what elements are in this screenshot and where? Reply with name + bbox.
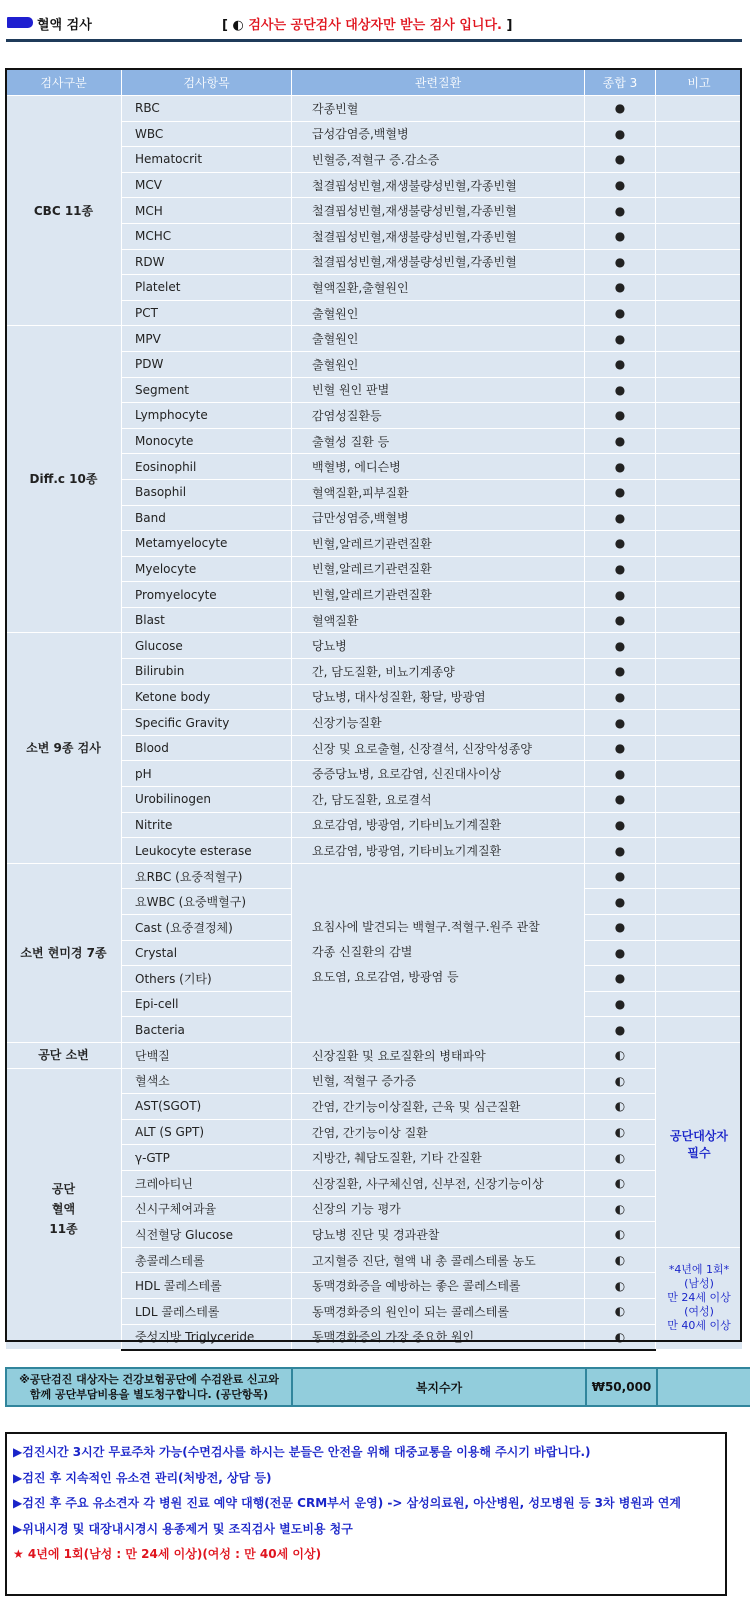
disease-line: 각종 신질환의 감별 [312, 945, 413, 960]
item-cell: Promyelocyte [122, 582, 292, 608]
remark-cell [656, 966, 743, 992]
info-box [5, 1432, 727, 1596]
full-circle-icon: ● [585, 479, 656, 505]
remark-cell [656, 582, 743, 608]
item-cell: Basophil [122, 479, 292, 505]
remark-cell [656, 326, 743, 352]
item-cell: MCH [122, 198, 292, 224]
item-cell: Hematocrit [122, 147, 292, 173]
item-cell: Band [122, 505, 292, 531]
info-line-reservation: ▶검진 후 주요 유소견자 각 병원 진료 예약 대행(전문 CRM부서 운영) -> 삼성의료원, 아산병원, 성모병원 등 3차 병원과 연계 [13, 1496, 681, 1510]
column-header: 검사항목 [122, 69, 292, 96]
item-cell: 크레아티닌 [122, 1170, 292, 1196]
category-cell: 공단 소변 [6, 1042, 122, 1068]
disease-cell: 급만성염증,백혈병 [292, 505, 585, 531]
exam-table [5, 68, 743, 1351]
full-circle-icon: ● [585, 966, 656, 992]
full-circle-icon: ● [585, 915, 656, 941]
item-cell: RBC [122, 96, 292, 122]
table-row [6, 1068, 743, 1094]
disease-cell: 당뇨병 진단 및 경과관찰 [292, 1222, 585, 1248]
remark-cell [656, 249, 743, 275]
disease-cell: 혈액질환,출혈원인 [292, 275, 585, 301]
half-circle-icon: ◐ [585, 1222, 656, 1248]
half-circle-icon: ◐ [585, 1247, 656, 1273]
remark-cell [656, 607, 743, 633]
remark-cell [656, 889, 743, 915]
disease-cell: 빈혈,알레르기관련질환 [292, 531, 585, 557]
item-cell: Others (기타) [122, 966, 292, 992]
remark-cell [656, 991, 743, 1017]
disease-cell: 급성감염증,백혈병 [292, 121, 585, 147]
info-line-endoscopy: ▶위내시경 및 대장내시경시 용종제거 및 조직검사 별도비용 청구 [13, 1521, 353, 1536]
half-circle-icon: ◐ [585, 1196, 656, 1222]
remark-cell [656, 428, 743, 454]
full-circle-icon: ● [585, 838, 656, 864]
item-cell: HDL 콜레스테롤 [122, 1273, 292, 1299]
full-circle-icon: ● [585, 377, 656, 403]
full-circle-icon: ● [585, 735, 656, 761]
page-title: 혈액 검사 [37, 18, 92, 33]
remark-cell [656, 761, 743, 787]
disease-cell: 간, 담도질환, 비뇨기계종양 [292, 659, 585, 685]
item-cell: MCV [122, 172, 292, 198]
disease-cell: 각종빈혈 [292, 96, 585, 122]
column-header: 비고 [656, 69, 743, 96]
fee-note-line: ※공단검진 대상자는 건강보험공단에 수검완료 신고와 [19, 1373, 279, 1386]
full-circle-icon: ● [585, 812, 656, 838]
disease-cell: 당뇨병, 대사성질환, 황달, 방광염 [292, 684, 585, 710]
half-circle-icon: ◐ [585, 1119, 656, 1145]
notice-close: ] [501, 18, 513, 33]
fee-note-line: 함께 공단부담비용을 별도청구합니다. (공단항목) [29, 1388, 269, 1401]
disease-merged-cell [292, 863, 585, 1042]
disease-cell: 철결핍성빈혈,재생불량성빈혈,각종빈혈 [292, 223, 585, 249]
item-cell: Bilirubin [122, 659, 292, 685]
full-circle-icon: ● [585, 659, 656, 685]
remark-line: (남성) [684, 1277, 714, 1291]
disease-cell: 빈혈 원인 판별 [292, 377, 585, 403]
remark-cell [656, 121, 743, 147]
full-circle-icon: ● [585, 1017, 656, 1043]
disease-cell: 신장 및 요로출혈, 신장결석, 신장악성종양 [292, 735, 585, 761]
item-cell: ALT (S GPT) [122, 1119, 292, 1145]
info-line-cycle: ★ 4년에 1회(남성 : 만 24세 이상)(여성 : 만 40세 이상) [13, 1547, 322, 1561]
remark-cycle [656, 1247, 743, 1349]
item-cell: 단백질 [122, 1042, 292, 1068]
page-header [0, 0, 750, 44]
category-line: 혈액 [51, 1201, 76, 1216]
disease-cell: 감염성질환등 [292, 403, 585, 429]
full-circle-icon: ● [585, 582, 656, 608]
disease-line: 요침사에 발견되는 백혈구.적혈구.원주 관찰 [312, 920, 540, 935]
full-circle-icon: ● [585, 223, 656, 249]
remark-line: 만 24세 이상 [667, 1291, 731, 1305]
item-cell: Urobilinogen [122, 787, 292, 813]
remark-cell [656, 300, 743, 326]
remark-cell [656, 403, 743, 429]
full-circle-icon: ● [585, 531, 656, 557]
column-header: 검사구분 [6, 69, 122, 96]
item-cell: Crystal [122, 940, 292, 966]
item-cell: Myelocyte [122, 556, 292, 582]
column-header: 관련질환 [292, 69, 585, 96]
fee-note [6, 1368, 292, 1406]
full-circle-icon: ● [585, 940, 656, 966]
item-cell: Nitrite [122, 812, 292, 838]
full-circle-icon: ● [585, 863, 656, 889]
full-circle-icon: ● [585, 326, 656, 352]
full-circle-icon: ● [585, 454, 656, 480]
remark-line: *4년에 1회* [668, 1263, 730, 1277]
remark-line: 필수 [687, 1145, 711, 1160]
item-cell: 요RBC (요중적혈구) [122, 863, 292, 889]
item-cell: Epi-cell [122, 991, 292, 1017]
remark-cell [656, 172, 743, 198]
disease-cell: 혈액질환 [292, 607, 585, 633]
disease-cell: 출혈원인 [292, 351, 585, 377]
column-header: 종합 3 [585, 69, 656, 96]
disease-cell: 신장질환 및 요로질환의 병태파악 [292, 1042, 585, 1068]
notice-open: [ ◐ [222, 18, 249, 33]
disease-cell: 당뇨병 [292, 633, 585, 659]
item-cell: Metamyelocyte [122, 531, 292, 557]
item-cell: Lymphocyte [122, 403, 292, 429]
item-cell: Ketone body [122, 684, 292, 710]
item-cell: Blast [122, 607, 292, 633]
category-line: 공단 [51, 1181, 76, 1196]
disease-cell: 요로감염, 방광염, 기타비뇨기계질환 [292, 812, 585, 838]
remark-line: (여성) [684, 1305, 714, 1319]
disease-cell: 신장질환, 사구체신염, 신부전, 신장기능이상 [292, 1170, 585, 1196]
remark-cell [656, 96, 743, 122]
full-circle-icon: ● [585, 403, 656, 429]
remark-cell [656, 940, 743, 966]
item-cell: Cast (요중결정체) [122, 915, 292, 941]
disease-cell: 철결핍성빈혈,재생불량성빈혈,각종빈혈 [292, 198, 585, 224]
remark-cell [656, 531, 743, 557]
disease-cell: 출혈원인 [292, 300, 585, 326]
remark-cell [656, 1017, 743, 1043]
item-cell: Specific Gravity [122, 710, 292, 736]
item-cell: Segment [122, 377, 292, 403]
item-cell: PDW [122, 351, 292, 377]
item-cell: MCHC [122, 223, 292, 249]
disease-cell: 빈혈,알레르기관련질환 [292, 556, 585, 582]
info-line-followup: ▶검진 후 지속적인 유소견 관리(처방전, 상담 등) [13, 1470, 272, 1485]
item-cell: WBC [122, 121, 292, 147]
table-row [6, 633, 743, 659]
remark-cell [656, 633, 743, 659]
remark-cell [656, 454, 743, 480]
item-cell: Platelet [122, 275, 292, 301]
disease-cell: 출혈성 질환 등 [292, 428, 585, 454]
full-circle-icon: ● [585, 684, 656, 710]
disease-cell: 빈혈증,적혈구 증.감소증 [292, 147, 585, 173]
item-cell: Glucose [122, 633, 292, 659]
fee-price: ₩50,000 [586, 1368, 657, 1406]
fee-label: 복지수가 [292, 1368, 586, 1406]
remark-cell [656, 915, 743, 941]
category-cell: 소변 9종 검사 [6, 633, 122, 863]
disease-cell: 철결핍성빈혈,재생불량성빈혈,각종빈혈 [292, 249, 585, 275]
fee-section [5, 1367, 750, 1407]
full-circle-icon: ● [585, 505, 656, 531]
category-cell: 소변 현미경 7종 [6, 863, 122, 1042]
full-circle-icon: ● [585, 172, 656, 198]
remark-cell [656, 710, 743, 736]
disease-cell: 빈혈, 적혈구 증가증 [292, 1068, 585, 1094]
item-cell: 신시구체여과율 [122, 1196, 292, 1222]
disease-cell: 출혈원인 [292, 326, 585, 352]
disease-cell: 동맥경화증의 가장 중요한 원인 [292, 1324, 585, 1350]
full-circle-icon: ● [585, 249, 656, 275]
half-circle-icon: ◐ [585, 1273, 656, 1299]
remark-cell [656, 147, 743, 173]
disease-line: 요도염, 요로감염, 방광염 등 [312, 970, 459, 985]
table-row [6, 863, 743, 889]
remark-cell [656, 223, 743, 249]
remark-cell [656, 275, 743, 301]
notice-message: 검사는 공단검사 대상자만 받는 검사 입니다. [248, 18, 502, 33]
item-cell: γ-GTP [122, 1145, 292, 1171]
disease-cell: 간, 담도질환, 요로결석 [292, 787, 585, 813]
remark-cell [656, 684, 743, 710]
half-circle-icon: ◐ [585, 1042, 656, 1068]
half-circle-icon: ◐ [585, 1324, 656, 1350]
category-cell: Diff.c 10종 [6, 326, 122, 633]
half-circle-icon: ◐ [585, 1068, 656, 1094]
full-circle-icon: ● [585, 710, 656, 736]
disease-cell: 동맥경화증을 예방하는 좋은 콜레스테롤 [292, 1273, 585, 1299]
item-cell: LDL 콜레스테롤 [122, 1298, 292, 1324]
full-circle-icon: ● [585, 889, 656, 915]
full-circle-icon: ● [585, 633, 656, 659]
item-cell: Bacteria [122, 1017, 292, 1043]
item-cell: MPV [122, 326, 292, 352]
item-cell: Monocyte [122, 428, 292, 454]
header-divider [6, 39, 742, 42]
half-circle-icon: ◐ [585, 1145, 656, 1171]
item-cell: 혈색소 [122, 1068, 292, 1094]
table-row [6, 96, 743, 122]
half-circle-icon: ◐ [585, 1094, 656, 1120]
item-cell: Blood [122, 735, 292, 761]
full-circle-icon: ● [585, 275, 656, 301]
remark-line: 만 40세 이상 [667, 1319, 731, 1333]
item-cell: 요WBC (요중백혈구) [122, 889, 292, 915]
table-row [6, 326, 743, 352]
full-circle-icon: ● [585, 556, 656, 582]
remark-cell [656, 812, 743, 838]
fee-extra [657, 1368, 750, 1406]
remark-cell [656, 351, 743, 377]
category-line: 11종 [49, 1221, 78, 1236]
full-circle-icon: ● [585, 761, 656, 787]
disease-cell: 철결핍성빈혈,재생불량성빈혈,각종빈혈 [292, 172, 585, 198]
item-cell: RDW [122, 249, 292, 275]
full-circle-icon: ● [585, 300, 656, 326]
category-cell [6, 1068, 122, 1350]
item-cell: PCT [122, 300, 292, 326]
disease-cell: 신장기능질환 [292, 710, 585, 736]
full-circle-icon: ● [585, 96, 656, 122]
item-cell: pH [122, 761, 292, 787]
item-cell: 총콜레스테롤 [122, 1247, 292, 1273]
item-cell: AST(SGOT) [122, 1094, 292, 1120]
half-circle-icon: ◐ [585, 1298, 656, 1324]
disease-cell: 중증당뇨병, 요로감염, 신진대사이상 [292, 761, 585, 787]
disease-cell: 빈혈,알레르기관련질환 [292, 582, 585, 608]
arrow-bar-icon [7, 17, 33, 28]
disease-cell: 동맥경화증의 원인이 되는 콜레스테롤 [292, 1298, 585, 1324]
full-circle-icon: ● [585, 428, 656, 454]
disease-cell: 요로감염, 방광염, 기타비뇨기계질환 [292, 838, 585, 864]
item-cell: Leukocyte esterase [122, 838, 292, 864]
remark-line: 공단대상자 [670, 1128, 728, 1143]
remark-cell [656, 479, 743, 505]
remark-cell [656, 863, 743, 889]
full-circle-icon: ● [585, 198, 656, 224]
remark-cell [656, 505, 743, 531]
full-circle-icon: ● [585, 351, 656, 377]
full-circle-icon: ● [585, 147, 656, 173]
notice-text [222, 14, 512, 33]
disease-cell: 지방간, 췌담도질환, 기타 간질환 [292, 1145, 585, 1171]
full-circle-icon: ● [585, 121, 656, 147]
remark-cell [656, 735, 743, 761]
disease-cell: 혈액질환,피부질환 [292, 479, 585, 505]
item-cell: 중성지방 Triglyceride [122, 1324, 292, 1350]
remark-cell [656, 556, 743, 582]
disease-cell: 간염, 간기능이상질환, 근육 및 심근질환 [292, 1094, 585, 1120]
table-row [6, 1042, 743, 1068]
item-cell: 식전혈당 Glucose [122, 1222, 292, 1248]
full-circle-icon: ● [585, 991, 656, 1017]
disease-cell: 간염, 간기능이상 질환 [292, 1119, 585, 1145]
full-circle-icon: ● [585, 787, 656, 813]
remark-required [656, 1042, 743, 1247]
item-cell: Eosinophil [122, 454, 292, 480]
remark-cell [656, 198, 743, 224]
remark-cell [656, 787, 743, 813]
full-circle-icon: ● [585, 607, 656, 633]
category-cell: CBC 11종 [6, 96, 122, 326]
info-line-parking: ▶검진시간 3시간 무료주차 가능(수면검사를 하시는 분들은 안전을 위해 대중교통을 이용해 주시기 바랍니다.) [13, 1445, 591, 1459]
disease-cell: 신장의 기능 평가 [292, 1196, 585, 1222]
remark-cell [656, 377, 743, 403]
remark-cell [656, 838, 743, 864]
disease-cell: 백혈병, 에디슨병 [292, 454, 585, 480]
disease-cell: 고지혈증 진단, 혈액 내 총 콜레스테롤 농도 [292, 1247, 585, 1273]
remark-cell [656, 659, 743, 685]
half-circle-icon: ◐ [585, 1170, 656, 1196]
